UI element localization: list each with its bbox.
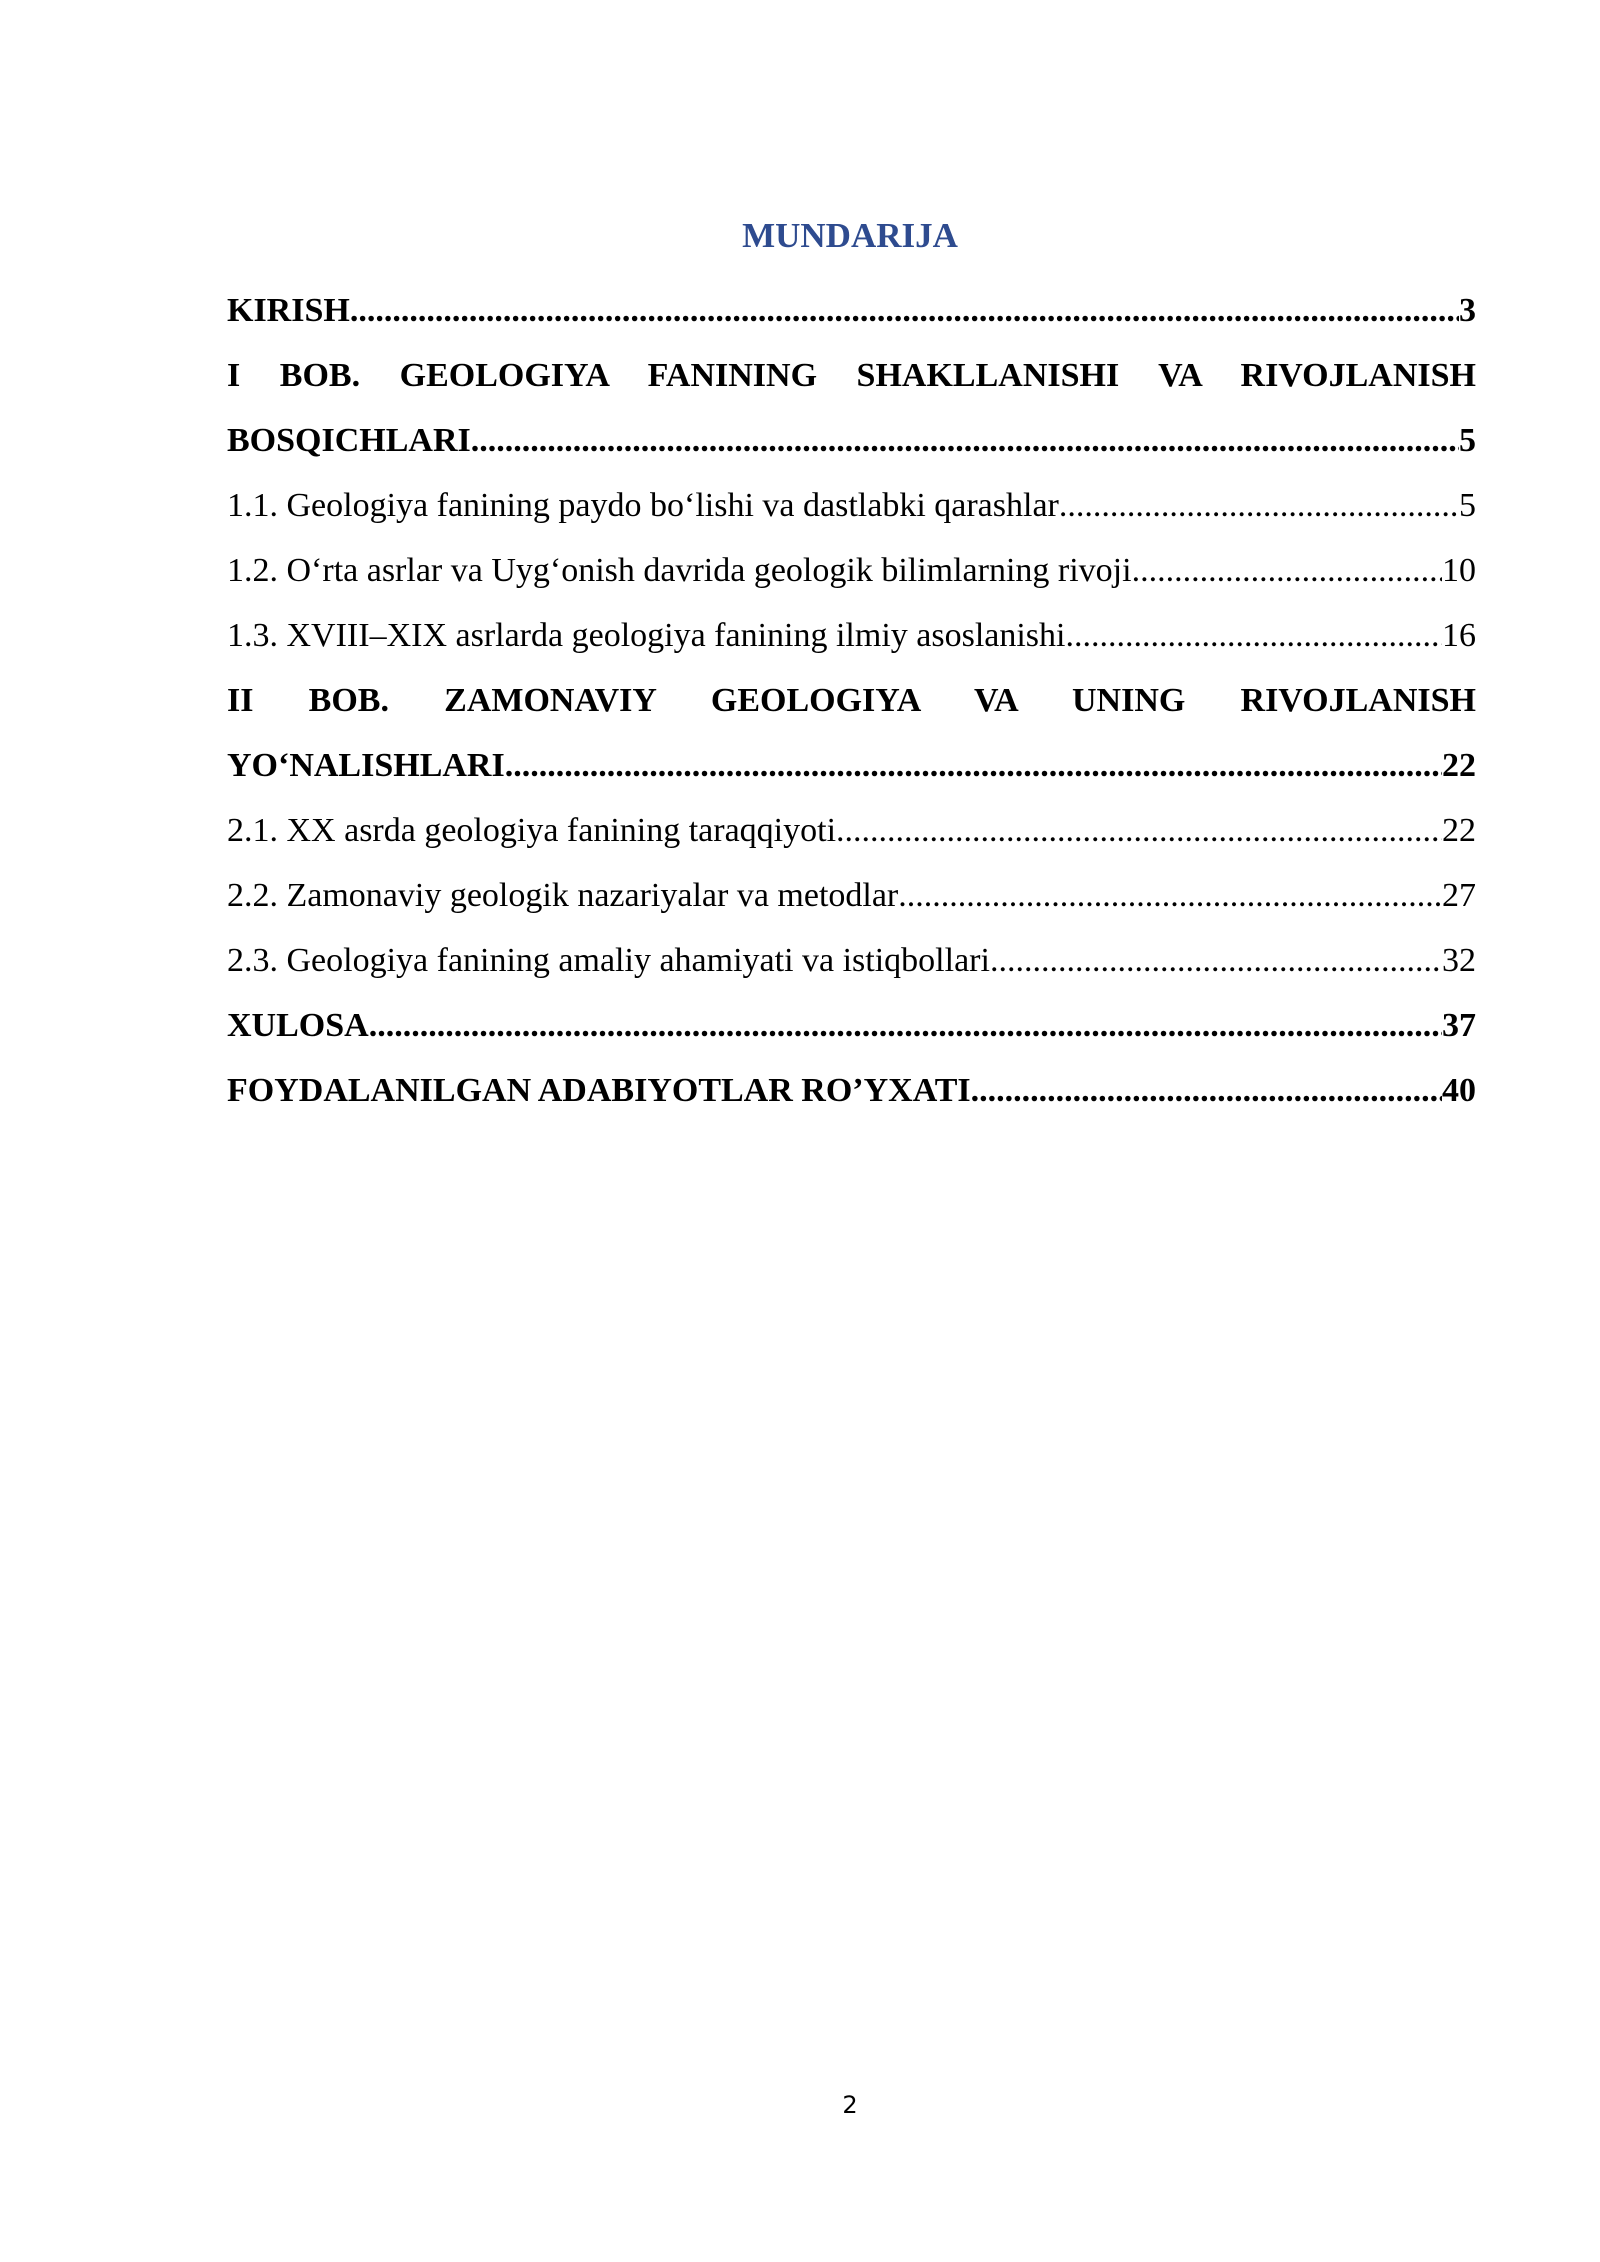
dot-leader — [369, 993, 1442, 1058]
toc-entry-label: BOSQICHLARI — [227, 422, 471, 459]
page-number: 2 — [842, 2091, 858, 2119]
toc-entry-chapter-1[interactable] — [227, 408, 1476, 473]
toc-entry-page: 10 — [1442, 552, 1476, 589]
dot-leader — [1065, 603, 1442, 668]
dot-leader — [505, 733, 1442, 798]
dot-leader — [1132, 538, 1442, 603]
toc-entry-1-3[interactable] — [227, 603, 1476, 668]
toc-entry-label: 2.2. Zamonaviy geologik nazariyalar va metodlar — [227, 877, 899, 914]
toc-entry-label: 1.2. O‘rta asrlar va Uyg‘onish davrida geologik bilimlarning rivoji — [227, 552, 1132, 589]
dot-leader — [836, 798, 1442, 863]
dot-leader — [990, 928, 1442, 993]
toc-entry-xulosa[interactable] — [227, 993, 1476, 1058]
toc-entry-page: 16 — [1442, 617, 1476, 654]
toc-entry-chapter-1-heading[interactable] — [227, 343, 1476, 408]
toc-entry-page: 32 — [1442, 942, 1476, 979]
toc-entry-page: 3 — [1459, 292, 1476, 329]
toc-entry-2-3[interactable] — [227, 928, 1476, 993]
toc-entry-2-2[interactable] — [227, 863, 1476, 928]
dot-leader — [471, 408, 1459, 473]
toc-entry-page: 22 — [1442, 812, 1476, 849]
toc-entry-chapter-2-heading[interactable] — [227, 668, 1476, 733]
toc-entry-page: 22 — [1442, 747, 1476, 784]
toc-entry-label: KIRISH — [227, 292, 350, 329]
toc-entry-1-1[interactable] — [227, 473, 1476, 538]
toc-entry-2-1[interactable] — [227, 798, 1476, 863]
table-of-contents — [227, 278, 1476, 1123]
toc-entry-1-2[interactable] — [227, 538, 1476, 603]
toc-entry-label: 1.3. XVIII–XIX asrlarda geologiya fanining ilmiy asoslanishi — [227, 617, 1066, 654]
toc-entry-label: II BOB. ZAMONAVIY GEOLOGIYA VA UNING RIVOJLANISH — [227, 682, 1476, 719]
toc-entry-page: 5 — [1459, 422, 1476, 459]
toc-entry-label: XULOSA — [227, 1007, 369, 1044]
toc-entry-page: 5 — [1459, 487, 1476, 524]
toc-entry-chapter-2[interactable] — [227, 733, 1476, 798]
dot-leader — [1059, 473, 1459, 538]
toc-entry-label: 2.1. XX asrda geologiya fanining taraqqiyoti — [227, 812, 837, 849]
toc-title: MUNDARIJA — [742, 216, 958, 255]
toc-entry-label: I BOB. GEOLOGIYA FANINING SHAKLLANISHI VA RIVOJLANISH — [227, 357, 1476, 394]
dot-leader — [971, 1058, 1442, 1123]
toc-entry-page: 27 — [1442, 877, 1476, 914]
toc-entry-label: FOYDALANILGAN ADABIYOTLAR RO’YXATI — [227, 1072, 971, 1109]
dot-leader — [898, 863, 1442, 928]
toc-entry-label: 2.3. Geologiya fanining amaliy ahamiyati va istiqbollari — [227, 942, 990, 979]
toc-entry-label: 1.1. Geologiya fanining paydo bo‘lishi va dastlabki qarashlar — [227, 487, 1059, 524]
toc-entry-bibliography[interactable] — [227, 1058, 1476, 1123]
toc-entry-kirish[interactable] — [227, 278, 1476, 343]
toc-entry-label: YO‘NALISHLARI — [227, 747, 505, 784]
toc-entry-page: 40 — [1442, 1072, 1476, 1109]
toc-entry-page: 37 — [1442, 1007, 1476, 1044]
dot-leader — [350, 278, 1459, 343]
